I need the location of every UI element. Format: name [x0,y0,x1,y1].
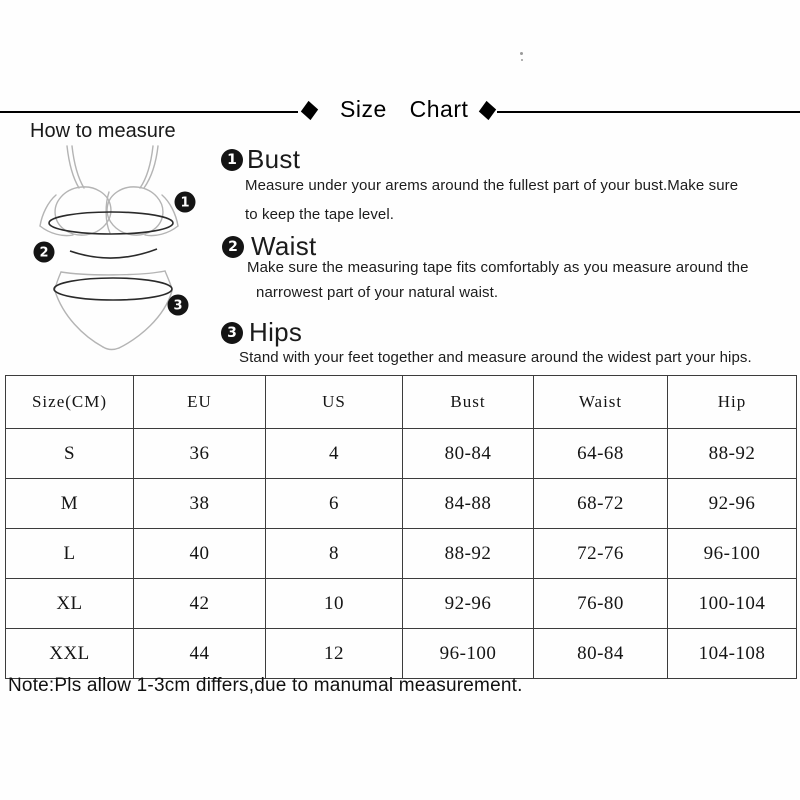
hips-number-icon [221,322,243,344]
bust-instruction-line-1: Measure under your arems around the fullest part of your bust.Make sure [245,177,739,194]
table-cell: S [6,429,134,479]
bikini-measurement-diagram [15,138,230,368]
bust-heading: Bust [247,144,301,174]
table-cell: 10 [266,579,403,629]
title-rule-right [497,111,800,113]
header-us: US [266,376,403,429]
table-cell: 8 [266,529,403,579]
diamond-icon [479,101,496,120]
table-cell: 4 [266,429,403,479]
header-waist: Waist [534,376,668,429]
table-header-row [6,376,797,429]
table-cell: 92-96 [668,479,797,529]
table-cell: 88-92 [668,429,797,479]
table-cell: 88-92 [403,529,534,579]
table-cell: XXL [6,629,134,679]
table-row-s [6,429,797,479]
table-cell: 42 [134,579,266,629]
table-row-xxl [6,629,797,679]
artifact-mark [521,59,523,61]
table-cell: 72-76 [534,529,668,579]
svg-text:3: 3 [173,298,183,314]
hips-instruction-line-1: Stand with your feet together and measure around the widest part your hips. [239,349,752,366]
svg-text:1: 1 [180,195,190,211]
header-bust: Bust [403,376,534,429]
table-cell: 36 [134,429,266,479]
table-cell: 68-72 [534,479,668,529]
header-hip: Hip [668,376,797,429]
table-cell: XL [6,579,134,629]
hips-heading: Hips [249,317,303,347]
table-cell: 44 [134,629,266,679]
table-cell: 80-84 [534,629,668,679]
badge-number: 1 [227,152,237,168]
table-cell: 104-108 [668,629,797,679]
table-row-m [6,479,797,529]
waist-instruction-line-1: Make sure the measuring tape fits comfortably as you measure around the [247,259,749,276]
measurement-note: Note:Pls allow 1-3cm differs,due to manumal measurement. [8,675,523,696]
table-row-l [6,529,797,579]
table-cell: 76-80 [534,579,668,629]
table-row-xl [6,579,797,629]
waist-heading: Waist [251,231,317,261]
header-eu: EU [134,376,266,429]
table-cell: M [6,479,134,529]
table-cell: L [6,529,134,579]
table-cell: 96-100 [668,529,797,579]
waist-number-icon [222,236,244,258]
table-cell: 96-100 [403,629,534,679]
svg-text:2: 2 [39,245,49,261]
waist-measure-line [70,249,157,258]
table-cell: 92-96 [403,579,534,629]
table-cell: 100-104 [668,579,797,629]
diamond-icon [301,101,318,120]
badge-number: 3 [227,325,237,341]
table-cell: 64-68 [534,429,668,479]
table-cell: 40 [134,529,266,579]
table-cell: 12 [266,629,403,679]
page-title: Size Chart [340,96,469,122]
how-to-measure-heading: How to measure [30,120,176,142]
badge-number: 2 [228,239,238,255]
title-rule-left [0,111,298,113]
bust-number-icon [221,149,243,171]
table-cell: 6 [266,479,403,529]
table-cell: 84-88 [403,479,534,529]
table-cell: 80-84 [403,429,534,479]
bust-instruction-line-2: to keep the tape level. [245,206,395,223]
hip-measure-line [54,278,172,300]
size-table [5,375,797,679]
waist-instruction-line-2: narrowest part of your natural waist. [256,284,499,301]
artifact-mark [520,52,523,55]
table-cell: 38 [134,479,266,529]
header-size: Size(CM) [6,376,134,429]
